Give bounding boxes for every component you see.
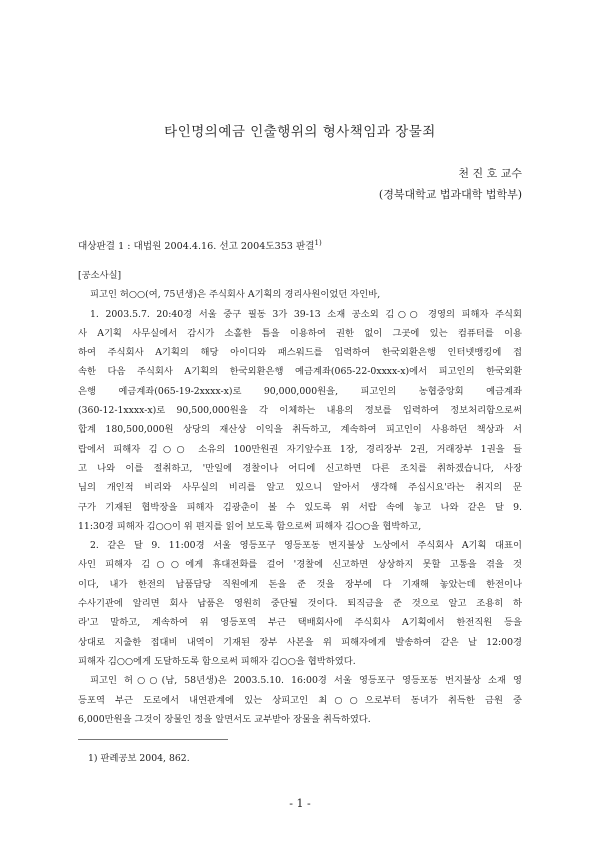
author-affiliation: (경북대학교 법과대학 법학부) [378, 188, 522, 201]
author-name: 천 진 호 교수 [458, 167, 522, 180]
body-text [78, 266, 522, 729]
body-line: 피해자 김○○에게 도달하도록 함으로써 피해자 김○○을 협박하였다. [78, 655, 356, 667]
body-line: 하여 주식회사 A기획의 해당 아이디와 패스워드를 입력하여 한국외환은행 인터넷뱅킹에 접 [78, 347, 522, 359]
author-block [379, 163, 522, 205]
body-line: 은행 예금계좌(065-19-2xxxx-x)로 90,000,000원을, 피고인의 농협중앙회 예금계좌 [78, 385, 522, 397]
page-title: 타인명의예금 인출행위의 형사책임과 장물죄 [164, 124, 436, 140]
body-line: 고 나와 이를 절취하고, '만일에 경찰이나 어디에 신고하면 다른 조치를 취하겠습니다, 사장 [78, 462, 522, 474]
body-line: 구가 기재된 협박장을 피해자 김광춘이 볼 수 있도록 위 서랍 속에 놓고 나와 같은 달 9. [78, 501, 522, 513]
body-line: 사 A기획 사무실에서 감시가 소홀한 틈을 이용하여 권한 없이 그곳에 있는 컴퓨터를 이용 [78, 327, 522, 339]
case-reference [78, 238, 322, 252]
body-line: 라'고 말하고, 계속하여 위 영등포역 부근 택배회사에 주식회사 A기획에서 한전직원 등을 [78, 617, 522, 629]
body-line: 피고인 허○○(남, 58년생)은 2003.5.10. 16:00경 서울 영등포구 영등포동 번지불상 소재 영 [90, 675, 522, 687]
body-line: 랍에서 피해자 김○○ 소유의 100만원권 자기앞수표 1장, 경리장부 2권, 거래장부 1권을 들 [78, 443, 522, 455]
case-reference-text: 대상판결 1 : 대법원 2004.4.16. 선고 2004도353 판결 [78, 241, 315, 252]
footnote: 1) 판례공보 2004, 862. [88, 753, 190, 764]
body-line: 2. 같은 달 9. 11:00경 서울 영등포구 영등포동 번지불상 노상에서 주식회사 A기획 대표이 [90, 540, 522, 552]
footnote-marker: 1) [314, 238, 322, 247]
body-line: 님의 개인적 비리와 사무실의 비리를 알고 있으니 알아서 생각해 주십시요'라는 취지의 문 [78, 482, 522, 494]
page-number: - 1 - [289, 797, 311, 810]
body-line: 합계 180,500,000원 상당의 재산상 이익을 취득하고, 계속하여 피고인이 사용하던 책상과 서 [78, 424, 522, 436]
body-line: 피고인 허○○(여, 75년생)은 주식회사 A기획의 경리사원이었던 자인바, [90, 289, 381, 301]
body-line: 상대로 지출한 접대비 내역이 기재된 장부 사본을 위 피해자에게 발송하여 같은 날 12:00경 [78, 636, 522, 648]
body-lines [78, 285, 522, 729]
body-line: 등포역 부근 도로에서 내연관계에 있는 상피고인 최○○으로부터 동녀가 취득한 금원 중 [78, 694, 522, 706]
body-line: 11:30경 피해자 김○○이 위 편지를 읽어 보도록 함으로써 피해자 김○○을 협박하고, [78, 520, 422, 532]
body-line: 수사기관에 알리면 회사 납품은 영원히 중단될 것이다. 퇴직금을 준 것으로 알고 조용히 하 [78, 598, 522, 610]
body-line: 속한 다음 주식회사 A기획의 한국외환은행 예금계좌(065-22-0xxxx-x)에서 피고인의 한국외환 [78, 366, 522, 378]
body-line: (360-12-1xxxx-x)로 90,500,000원을 각 이체하는 내용의 정보를 입력하여 정보처리함으로써 [78, 405, 522, 417]
body-line: 사인 피해자 김○○에게 휴대전화를 걸어 '경찰에 신고하면 상상하지 못할 고통을 겪을 것 [78, 559, 522, 571]
body-line: 1. 2003.5.7. 20:40경 서울 중구 필동 3가 39-13 소재 공소외 김○○ 경영의 피해자 주식회 [90, 308, 522, 320]
body-line: 6,000만원을 그것이 장물인 정을 알면서도 교부받아 장물을 취득하였다. [78, 713, 371, 725]
section-heading: [공소사실] [78, 270, 122, 281]
body-line: 이다, 내가 한전의 납품담당 직원에게 돈을 준 것을 장부에 다 기재해 놓았는데 한전이나 [78, 578, 522, 590]
footnote-divider [78, 739, 228, 740]
